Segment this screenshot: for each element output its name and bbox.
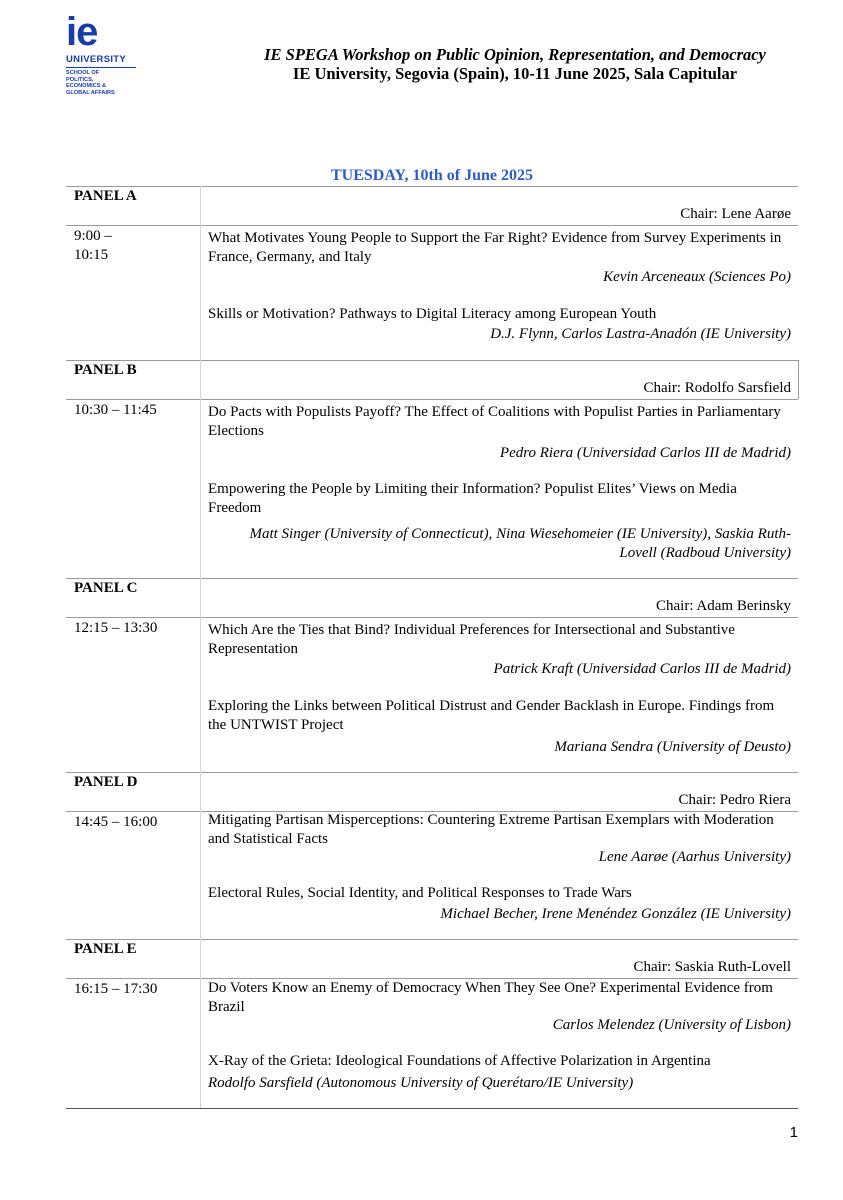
page-number: 1	[789, 1124, 798, 1141]
panel-divider	[66, 360, 798, 361]
panel-divider	[66, 772, 798, 773]
talk-authors: D.J. Flynn, Carlos Lastra-Anadón (IE University)	[490, 326, 791, 342]
talk-title: Skills or Motivation? Pathways to Digital Literacy among European Youth	[208, 306, 657, 322]
talk-authors: Kevin Arceneaux (Sciences Po)	[603, 269, 791, 285]
logo-university: UNIVERSITY	[66, 54, 136, 68]
workshop-title: IE SPEGA Workshop on Public Opinion, Representation, and Democracy	[264, 45, 766, 64]
logo-wordmark: ie	[66, 10, 98, 54]
talk-authors: Patrick Kraft (Universidad Carlos III de Madrid)	[493, 661, 791, 677]
panel-row-divider	[66, 617, 798, 618]
talk-title: Empowering the People by Limiting their Information? Populist Elites’ Views on Media Freedom	[208, 481, 737, 516]
session-time: 12:15 – 13:30	[74, 620, 158, 636]
ie-university-logo	[66, 12, 136, 96]
panel-chair: Chair: Adam Berinsky	[656, 598, 791, 614]
session-time: 16:15 – 17:30	[74, 981, 158, 997]
session-time: 10:30 – 11:45	[74, 402, 157, 418]
session-time: 9:00 – 10:15	[74, 228, 112, 263]
panel-name: PANEL D	[74, 774, 138, 790]
day-heading: TUESDAY, 10th of June 2025	[331, 167, 533, 184]
session-time: 14:45 – 16:00	[74, 814, 158, 830]
panel-chair: Chair: Rodolfo Sarsfield	[643, 380, 791, 396]
talk-authors: Pedro Riera (Universidad Carlos III de Madrid)	[499, 445, 791, 461]
panel-row-divider	[66, 225, 798, 226]
panel-chair: Chair: Pedro Riera	[678, 792, 791, 808]
panel-row-divider	[66, 399, 798, 400]
logo-school-lines: SCHOOL OF POLITICS, ECONOMICS & GLOBAL AFFAIRS	[66, 70, 115, 96]
talk-title: Exploring the Links between Political Distrust and Gender Backlash in Europe. Findings from the UNTWIST Project	[208, 698, 775, 733]
talk-authors: Matt Singer (University of Connecticut), Nina Wiesehomeier (IE University), Saskia Ruth-Lovell (Radboud University)	[249, 526, 791, 561]
panel-divider	[66, 578, 798, 579]
talk-title: Mitigating Partisan Misperceptions: Countering Extreme Partisan Exemplars with Moderation and Statistical Facts	[208, 812, 774, 847]
panel-name: PANEL A	[74, 188, 137, 204]
talk-title: Do Pacts with Populists Payoff? The Effect of Coalitions with Populist Parties in Parliamentary Elections	[208, 404, 781, 439]
talk-authors: Lene Aarøe (Aarhus University)	[598, 849, 791, 865]
talk-authors: Carlos Melendez (University of Lisbon)	[552, 1017, 791, 1033]
talk-title: Which Are the Ties that Bind? Individual Preferences for Intersectional and Substantive Representation	[208, 622, 735, 657]
time-column-line	[200, 360, 201, 578]
panel-name: PANEL E	[74, 941, 137, 957]
workshop-venue: IE University, Segovia (Spain), 10-11 June 2025, Sala Capitular	[292, 64, 738, 83]
talk-title: Electoral Rules, Social Identity, and Political Responses to Trade Wars	[208, 885, 632, 901]
talk-title: X-Ray of the Grieta: Ideological Foundations of Affective Polarization in Argentina	[208, 1053, 711, 1069]
talk-authors: Michael Becher, Irene Menéndez González (IE University)	[440, 906, 791, 922]
panel-chair: Chair: Saskia Ruth-Lovell	[633, 959, 791, 975]
panel-name: PANEL B	[74, 362, 137, 378]
talk-authors: Mariana Sendra (University of Deusto)	[554, 739, 791, 755]
talk-title: What Motivates Young People to Support the Far Right? Evidence from Survey Experiments in France, Germany, and Italy	[208, 230, 782, 265]
talk-title: Do Voters Know an Enemy of Democracy When They See One? Experimental Evidence from Brazil	[208, 980, 773, 1015]
program-end-rule	[66, 1108, 798, 1109]
panel-divider	[66, 186, 798, 187]
panel-name: PANEL C	[74, 580, 138, 596]
panel-chair: Chair: Lene Aarøe	[680, 206, 791, 222]
panel-divider	[66, 939, 798, 940]
panel-edge	[798, 360, 799, 399]
talk-authors: Rodolfo Sarsfield (Autonomous University of Querétaro/IE University)	[208, 1075, 634, 1091]
